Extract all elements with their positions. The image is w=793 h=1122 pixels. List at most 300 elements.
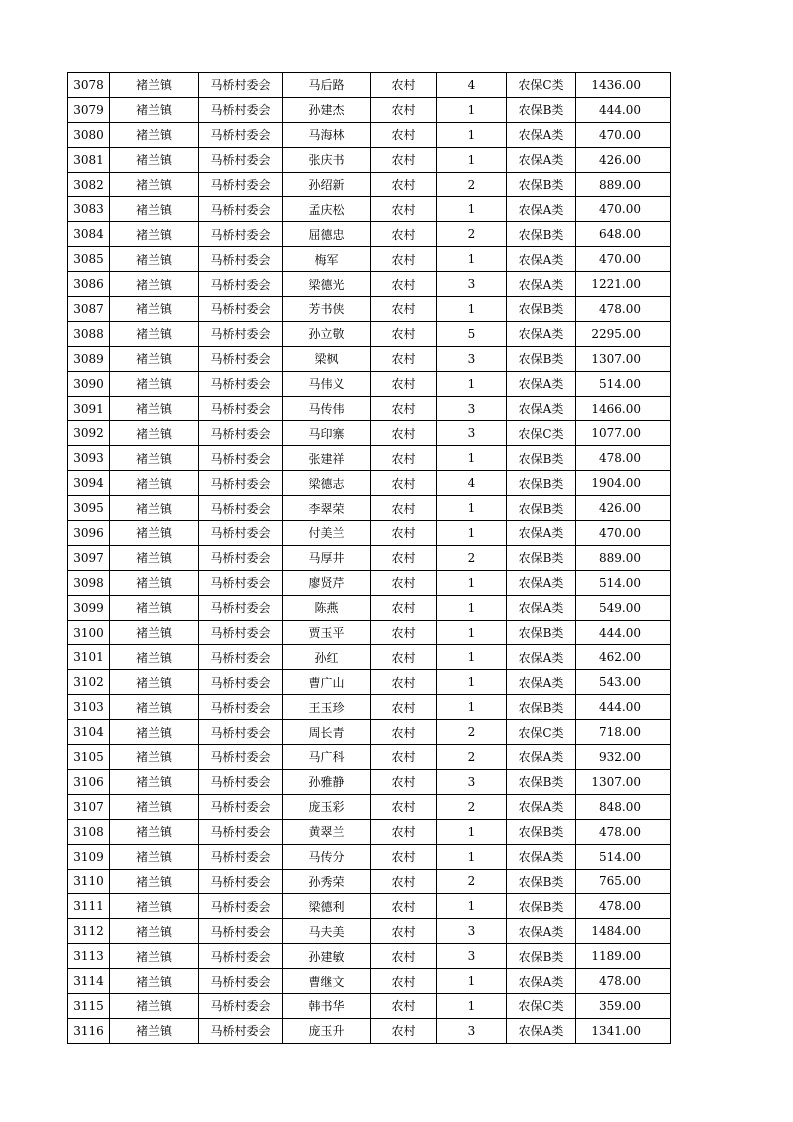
household-size-cell: 1: [437, 297, 507, 322]
name-cell: 庞玉彩: [283, 794, 371, 819]
village-committee-cell: 马桥村委会: [199, 595, 283, 620]
category-cell: 农保A类: [507, 570, 576, 595]
amount-cell: 359.00: [576, 993, 671, 1018]
name-cell: 周长青: [283, 720, 371, 745]
table-row: [68, 147, 671, 172]
village-committee-cell: 马桥村委会: [199, 720, 283, 745]
amount-cell: 514.00: [576, 371, 671, 396]
village-committee-cell: 马桥村委会: [199, 222, 283, 247]
table-row: [68, 222, 671, 247]
row-number-cell: 3116: [68, 1018, 110, 1043]
name-cell: 孙立敬: [283, 321, 371, 346]
area-type-cell: 农村: [371, 894, 437, 919]
category-cell: 农保A类: [507, 919, 576, 944]
household-size-cell: 3: [437, 396, 507, 421]
town-cell: 褚兰镇: [110, 272, 199, 297]
village-committee-cell: 马桥村委会: [199, 496, 283, 521]
area-type-cell: 农村: [371, 421, 437, 446]
category-cell: 农保A类: [507, 844, 576, 869]
table-row: [68, 545, 671, 570]
row-number-cell: 3083: [68, 197, 110, 222]
town-cell: 褚兰镇: [110, 1018, 199, 1043]
household-size-cell: 2: [437, 720, 507, 745]
town-cell: 褚兰镇: [110, 919, 199, 944]
amount-cell: 848.00: [576, 794, 671, 819]
table-row: [68, 745, 671, 770]
household-size-cell: 1: [437, 595, 507, 620]
village-committee-cell: 马桥村委会: [199, 97, 283, 122]
row-number-cell: 3089: [68, 346, 110, 371]
data-table: [67, 72, 671, 1044]
category-cell: 农保A类: [507, 272, 576, 297]
name-cell: 马后路: [283, 73, 371, 98]
table-row: [68, 645, 671, 670]
village-committee-cell: 马桥村委会: [199, 172, 283, 197]
row-number-cell: 3087: [68, 297, 110, 322]
table-row: [68, 794, 671, 819]
row-number-cell: 3096: [68, 521, 110, 546]
category-cell: 农保A类: [507, 321, 576, 346]
category-cell: 农保C类: [507, 993, 576, 1018]
row-number-cell: 3108: [68, 819, 110, 844]
household-size-cell: 1: [437, 197, 507, 222]
table-row: [68, 346, 671, 371]
area-type-cell: 农村: [371, 595, 437, 620]
amount-cell: 444.00: [576, 97, 671, 122]
row-number-cell: 3099: [68, 595, 110, 620]
village-committee-cell: 马桥村委会: [199, 545, 283, 570]
village-committee-cell: 马桥村委会: [199, 346, 283, 371]
town-cell: 褚兰镇: [110, 247, 199, 272]
name-cell: 王玉珍: [283, 695, 371, 720]
village-committee-cell: 马桥村委会: [199, 919, 283, 944]
area-type-cell: 农村: [371, 496, 437, 521]
amount-cell: 426.00: [576, 496, 671, 521]
row-number-cell: 3107: [68, 794, 110, 819]
amount-cell: 444.00: [576, 620, 671, 645]
town-cell: 褚兰镇: [110, 297, 199, 322]
household-size-cell: 1: [437, 496, 507, 521]
category-cell: 农保B类: [507, 297, 576, 322]
town-cell: 褚兰镇: [110, 545, 199, 570]
amount-cell: 1307.00: [576, 769, 671, 794]
village-committee-cell: 马桥村委会: [199, 620, 283, 645]
household-size-cell: 1: [437, 670, 507, 695]
table-row: [68, 321, 671, 346]
name-cell: 李翠荣: [283, 496, 371, 521]
name-cell: 张庆书: [283, 147, 371, 172]
row-number-cell: 3110: [68, 869, 110, 894]
name-cell: 孙建敏: [283, 944, 371, 969]
row-number-cell: 3101: [68, 645, 110, 670]
town-cell: 褚兰镇: [110, 844, 199, 869]
area-type-cell: 农村: [371, 720, 437, 745]
table-row: [68, 620, 671, 645]
area-type-cell: 农村: [371, 645, 437, 670]
row-number-cell: 3088: [68, 321, 110, 346]
area-type-cell: 农村: [371, 993, 437, 1018]
amount-cell: 478.00: [576, 446, 671, 471]
amount-cell: 1307.00: [576, 346, 671, 371]
area-type-cell: 农村: [371, 73, 437, 98]
category-cell: 农保B类: [507, 446, 576, 471]
amount-cell: 478.00: [576, 297, 671, 322]
area-type-cell: 农村: [371, 371, 437, 396]
household-size-cell: 5: [437, 321, 507, 346]
category-cell: 农保A类: [507, 595, 576, 620]
table-row: [68, 272, 671, 297]
area-type-cell: 农村: [371, 446, 437, 471]
town-cell: 褚兰镇: [110, 147, 199, 172]
category-cell: 农保B类: [507, 819, 576, 844]
name-cell: 梁德利: [283, 894, 371, 919]
household-size-cell: 1: [437, 97, 507, 122]
village-committee-cell: 马桥村委会: [199, 272, 283, 297]
table-row: [68, 944, 671, 969]
town-cell: 褚兰镇: [110, 745, 199, 770]
village-committee-cell: 马桥村委会: [199, 297, 283, 322]
household-size-cell: 3: [437, 272, 507, 297]
name-cell: 马广科: [283, 745, 371, 770]
row-number-cell: 3111: [68, 894, 110, 919]
area-type-cell: 农村: [371, 570, 437, 595]
village-committee-cell: 马桥村委会: [199, 869, 283, 894]
village-committee-cell: 马桥村委会: [199, 993, 283, 1018]
amount-cell: 543.00: [576, 670, 671, 695]
household-size-cell: 4: [437, 471, 507, 496]
village-committee-cell: 马桥村委会: [199, 570, 283, 595]
name-cell: 曹继文: [283, 969, 371, 994]
category-cell: 农保A类: [507, 969, 576, 994]
household-size-cell: 1: [437, 247, 507, 272]
amount-cell: 648.00: [576, 222, 671, 247]
row-number-cell: 3105: [68, 745, 110, 770]
amount-cell: 470.00: [576, 122, 671, 147]
row-number-cell: 3106: [68, 769, 110, 794]
household-size-cell: 1: [437, 993, 507, 1018]
table-row: [68, 197, 671, 222]
village-committee-cell: 马桥村委会: [199, 844, 283, 869]
row-number-cell: 3081: [68, 147, 110, 172]
amount-cell: 478.00: [576, 819, 671, 844]
name-cell: 梅军: [283, 247, 371, 272]
amount-cell: 426.00: [576, 147, 671, 172]
row-number-cell: 3082: [68, 172, 110, 197]
row-number-cell: 3095: [68, 496, 110, 521]
household-size-cell: 4: [437, 73, 507, 98]
village-committee-cell: 马桥村委会: [199, 321, 283, 346]
row-number-cell: 3098: [68, 570, 110, 595]
village-committee-cell: 马桥村委会: [199, 371, 283, 396]
amount-cell: 1077.00: [576, 421, 671, 446]
area-type-cell: 农村: [371, 545, 437, 570]
town-cell: 褚兰镇: [110, 969, 199, 994]
category-cell: 农保B类: [507, 894, 576, 919]
village-committee-cell: 马桥村委会: [199, 769, 283, 794]
category-cell: 农保B类: [507, 346, 576, 371]
amount-cell: 718.00: [576, 720, 671, 745]
name-cell: 贾玉平: [283, 620, 371, 645]
village-committee-cell: 马桥村委会: [199, 73, 283, 98]
village-committee-cell: 马桥村委会: [199, 794, 283, 819]
village-committee-cell: 马桥村委会: [199, 147, 283, 172]
household-size-cell: 1: [437, 969, 507, 994]
village-committee-cell: 马桥村委会: [199, 1018, 283, 1043]
category-cell: 农保B类: [507, 172, 576, 197]
name-cell: 张建祥: [283, 446, 371, 471]
category-cell: 农保B类: [507, 97, 576, 122]
name-cell: 马厚井: [283, 545, 371, 570]
category-cell: 农保B类: [507, 769, 576, 794]
household-size-cell: 1: [437, 695, 507, 720]
village-committee-cell: 马桥村委会: [199, 819, 283, 844]
name-cell: 马印寨: [283, 421, 371, 446]
table-row: [68, 695, 671, 720]
table-row: [68, 670, 671, 695]
area-type-cell: 农村: [371, 172, 437, 197]
row-number-cell: 3080: [68, 122, 110, 147]
area-type-cell: 农村: [371, 147, 437, 172]
amount-cell: 470.00: [576, 247, 671, 272]
row-number-cell: 3094: [68, 471, 110, 496]
area-type-cell: 农村: [371, 396, 437, 421]
name-cell: 梁德光: [283, 272, 371, 297]
village-committee-cell: 马桥村委会: [199, 197, 283, 222]
category-cell: 农保A类: [507, 521, 576, 546]
household-size-cell: 3: [437, 919, 507, 944]
category-cell: 农保A类: [507, 247, 576, 272]
household-size-cell: 2: [437, 745, 507, 770]
town-cell: 褚兰镇: [110, 620, 199, 645]
row-number-cell: 3102: [68, 670, 110, 695]
town-cell: 褚兰镇: [110, 769, 199, 794]
row-number-cell: 3092: [68, 421, 110, 446]
household-size-cell: 1: [437, 645, 507, 670]
town-cell: 褚兰镇: [110, 645, 199, 670]
table-row: [68, 570, 671, 595]
table-row: [68, 73, 671, 98]
amount-cell: 1466.00: [576, 396, 671, 421]
amount-cell: 470.00: [576, 197, 671, 222]
row-number-cell: 3079: [68, 97, 110, 122]
category-cell: 农保B类: [507, 944, 576, 969]
row-number-cell: 3113: [68, 944, 110, 969]
name-cell: 陈燕: [283, 595, 371, 620]
amount-cell: 765.00: [576, 869, 671, 894]
name-cell: 马传分: [283, 844, 371, 869]
town-cell: 褚兰镇: [110, 894, 199, 919]
table-row: [68, 496, 671, 521]
area-type-cell: 农村: [371, 346, 437, 371]
table-row: [68, 122, 671, 147]
household-size-cell: 1: [437, 620, 507, 645]
row-number-cell: 3084: [68, 222, 110, 247]
name-cell: 廖贤芹: [283, 570, 371, 595]
category-cell: 农保C类: [507, 73, 576, 98]
area-type-cell: 农村: [371, 247, 437, 272]
area-type-cell: 农村: [371, 272, 437, 297]
town-cell: 褚兰镇: [110, 993, 199, 1018]
table-row: [68, 97, 671, 122]
table-row: [68, 172, 671, 197]
amount-cell: 1484.00: [576, 919, 671, 944]
village-committee-cell: 马桥村委会: [199, 969, 283, 994]
category-cell: 农保A类: [507, 745, 576, 770]
table-row: [68, 919, 671, 944]
village-committee-cell: 马桥村委会: [199, 471, 283, 496]
table-row: [68, 396, 671, 421]
area-type-cell: 农村: [371, 769, 437, 794]
category-cell: 农保B类: [507, 620, 576, 645]
row-number-cell: 3086: [68, 272, 110, 297]
category-cell: 农保A类: [507, 794, 576, 819]
town-cell: 褚兰镇: [110, 396, 199, 421]
name-cell: 马伟义: [283, 371, 371, 396]
amount-cell: 514.00: [576, 570, 671, 595]
category-cell: 农保A类: [507, 197, 576, 222]
category-cell: 农保B类: [507, 869, 576, 894]
amount-cell: 444.00: [576, 695, 671, 720]
area-type-cell: 农村: [371, 869, 437, 894]
name-cell: 梁枫: [283, 346, 371, 371]
town-cell: 褚兰镇: [110, 944, 199, 969]
area-type-cell: 农村: [371, 471, 437, 496]
name-cell: 曹广山: [283, 670, 371, 695]
name-cell: 马夫美: [283, 919, 371, 944]
town-cell: 褚兰镇: [110, 321, 199, 346]
household-size-cell: 1: [437, 122, 507, 147]
household-size-cell: 1: [437, 570, 507, 595]
amount-cell: 1221.00: [576, 272, 671, 297]
amount-cell: 462.00: [576, 645, 671, 670]
household-size-cell: 2: [437, 545, 507, 570]
area-type-cell: 农村: [371, 670, 437, 695]
town-cell: 褚兰镇: [110, 521, 199, 546]
town-cell: 褚兰镇: [110, 222, 199, 247]
area-type-cell: 农村: [371, 620, 437, 645]
area-type-cell: 农村: [371, 695, 437, 720]
row-number-cell: 3109: [68, 844, 110, 869]
village-committee-cell: 马桥村委会: [199, 396, 283, 421]
name-cell: 屈德忠: [283, 222, 371, 247]
category-cell: 农保B类: [507, 496, 576, 521]
table-row: [68, 819, 671, 844]
name-cell: 黄翠兰: [283, 819, 371, 844]
village-committee-cell: 马桥村委会: [199, 695, 283, 720]
household-size-cell: 2: [437, 794, 507, 819]
name-cell: 孟庆松: [283, 197, 371, 222]
row-number-cell: 3100: [68, 620, 110, 645]
name-cell: 芳书侠: [283, 297, 371, 322]
town-cell: 褚兰镇: [110, 720, 199, 745]
name-cell: 马传伟: [283, 396, 371, 421]
row-number-cell: 3114: [68, 969, 110, 994]
household-size-cell: 1: [437, 446, 507, 471]
town-cell: 褚兰镇: [110, 346, 199, 371]
amount-cell: 549.00: [576, 595, 671, 620]
town-cell: 褚兰镇: [110, 869, 199, 894]
row-number-cell: 3103: [68, 695, 110, 720]
row-number-cell: 3085: [68, 247, 110, 272]
category-cell: 农保A类: [507, 645, 576, 670]
area-type-cell: 农村: [371, 794, 437, 819]
town-cell: 褚兰镇: [110, 446, 199, 471]
name-cell: 庞玉升: [283, 1018, 371, 1043]
category-cell: 农保A类: [507, 670, 576, 695]
amount-cell: 2295.00: [576, 321, 671, 346]
table-row: [68, 471, 671, 496]
row-number-cell: 3093: [68, 446, 110, 471]
town-cell: 褚兰镇: [110, 97, 199, 122]
row-number-cell: 3115: [68, 993, 110, 1018]
area-type-cell: 农村: [371, 297, 437, 322]
town-cell: 褚兰镇: [110, 819, 199, 844]
name-cell: 马海林: [283, 122, 371, 147]
name-cell: 孙雅静: [283, 769, 371, 794]
household-size-cell: 1: [437, 894, 507, 919]
town-cell: 褚兰镇: [110, 197, 199, 222]
table-row: [68, 595, 671, 620]
town-cell: 褚兰镇: [110, 471, 199, 496]
name-cell: 孙绍新: [283, 172, 371, 197]
row-number-cell: 3104: [68, 720, 110, 745]
amount-cell: 478.00: [576, 894, 671, 919]
village-committee-cell: 马桥村委会: [199, 645, 283, 670]
town-cell: 褚兰镇: [110, 794, 199, 819]
area-type-cell: 农村: [371, 97, 437, 122]
village-committee-cell: 马桥村委会: [199, 446, 283, 471]
household-size-cell: 1: [437, 147, 507, 172]
area-type-cell: 农村: [371, 321, 437, 346]
amount-cell: 1904.00: [576, 471, 671, 496]
category-cell: 农保A类: [507, 1018, 576, 1043]
village-committee-cell: 马桥村委会: [199, 122, 283, 147]
town-cell: 褚兰镇: [110, 570, 199, 595]
category-cell: 农保C类: [507, 720, 576, 745]
table-row: [68, 844, 671, 869]
amount-cell: 1189.00: [576, 944, 671, 969]
area-type-cell: 农村: [371, 969, 437, 994]
household-size-cell: 1: [437, 844, 507, 869]
name-cell: 孙秀荣: [283, 869, 371, 894]
town-cell: 褚兰镇: [110, 421, 199, 446]
category-cell: 农保B类: [507, 695, 576, 720]
area-type-cell: 农村: [371, 944, 437, 969]
row-number-cell: 3090: [68, 371, 110, 396]
row-number-cell: 3112: [68, 919, 110, 944]
household-size-cell: 2: [437, 172, 507, 197]
village-committee-cell: 马桥村委会: [199, 894, 283, 919]
amount-cell: 470.00: [576, 521, 671, 546]
village-committee-cell: 马桥村委会: [199, 745, 283, 770]
household-size-cell: 3: [437, 421, 507, 446]
household-size-cell: 3: [437, 769, 507, 794]
table-row: [68, 247, 671, 272]
town-cell: 褚兰镇: [110, 371, 199, 396]
household-size-cell: 1: [437, 819, 507, 844]
area-type-cell: 农村: [371, 197, 437, 222]
row-number-cell: 3097: [68, 545, 110, 570]
table-body: [68, 73, 671, 1044]
amount-cell: 478.00: [576, 969, 671, 994]
table-row: [68, 371, 671, 396]
category-cell: 农保A类: [507, 371, 576, 396]
village-committee-cell: 马桥村委会: [199, 944, 283, 969]
amount-cell: 1436.00: [576, 73, 671, 98]
village-committee-cell: 马桥村委会: [199, 521, 283, 546]
amount-cell: 1341.00: [576, 1018, 671, 1043]
category-cell: 农保A类: [507, 396, 576, 421]
